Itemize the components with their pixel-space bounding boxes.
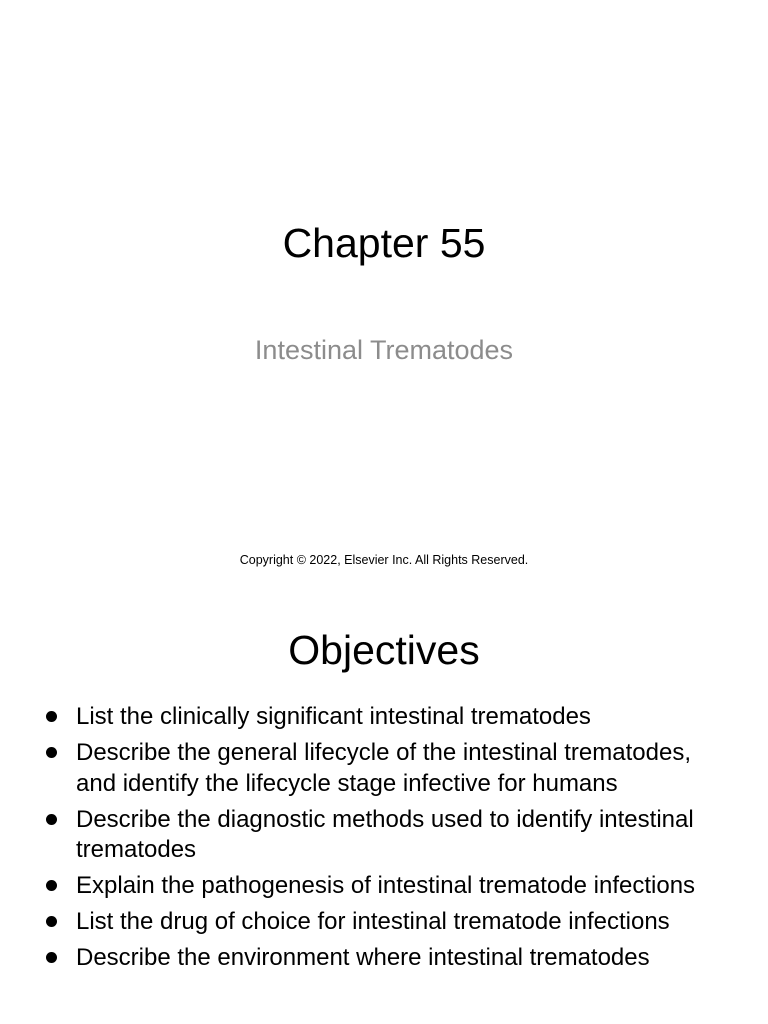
objective-text: List the drug of choice for intestinal trematode infections <box>76 908 670 935</box>
objective-item <box>0 702 768 733</box>
objective-text: Describe the diagnostic methods used to identify intestinal trematodes <box>76 805 694 863</box>
objective-item <box>0 943 768 974</box>
objective-item <box>0 805 768 866</box>
objective-item <box>0 738 768 799</box>
objectives-list <box>0 702 768 979</box>
bullet-icon <box>46 952 57 963</box>
chapter-title: Chapter 55 <box>282 220 486 266</box>
bullet-icon <box>46 747 57 758</box>
bullet-icon <box>46 880 57 891</box>
bullet-icon <box>46 814 57 825</box>
objectives-title: Objectives <box>288 627 480 673</box>
objective-text: Describe the environment where intestinal trematodes <box>76 944 650 971</box>
objective-text: List the clinically significant intestinal trematodes <box>76 703 591 730</box>
bullet-icon <box>46 711 57 722</box>
copyright-notice: Copyright © 2022, Elsevier Inc. All Rights Reserved. <box>239 553 529 567</box>
objective-item <box>0 907 768 938</box>
bullet-icon <box>46 916 57 927</box>
objective-text: Describe the general lifecycle of the intestinal trematodes, and identify the lifecycle stage infective for humans <box>76 739 691 797</box>
objective-item <box>0 871 768 902</box>
objectives-slide <box>0 592 768 1024</box>
objective-text: Explain the pathogenesis of intestinal trematode infections <box>76 872 696 899</box>
chapter-subtitle: Intestinal Trematodes <box>254 335 514 365</box>
